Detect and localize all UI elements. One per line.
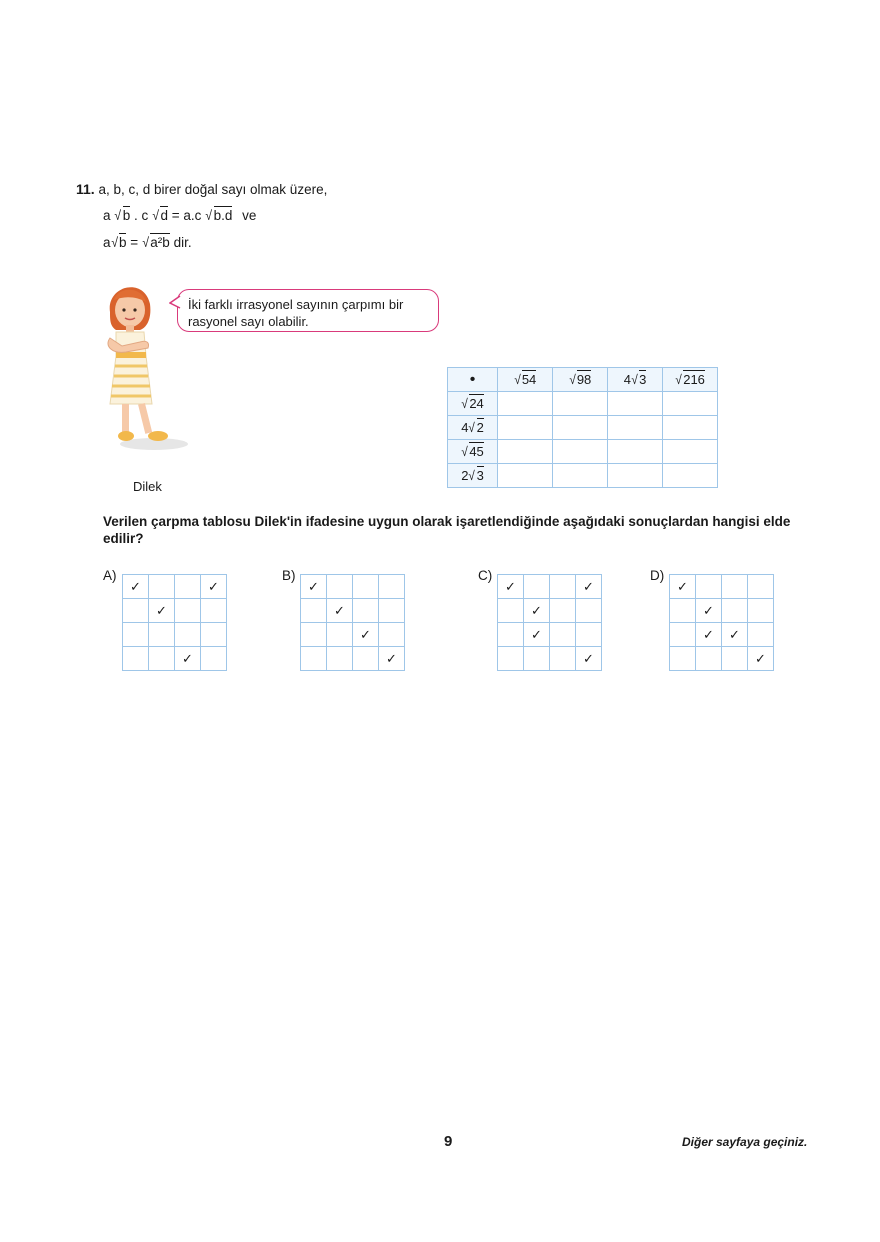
table-cell: [553, 416, 608, 440]
radical-sign: √: [461, 396, 468, 411]
speech-line-2: rasyonel sayı olabilir.: [188, 314, 309, 329]
row-radicand: 2: [476, 420, 484, 435]
table-cell: [553, 464, 608, 488]
empty-cell: [123, 647, 149, 671]
check-cell: [670, 575, 696, 599]
grid-row: [498, 623, 602, 647]
sqrt-d: √d: [152, 208, 168, 223]
empty-cell: [353, 599, 379, 623]
sqrt-bd: √b.d: [205, 208, 233, 223]
empty-cell: [498, 647, 524, 671]
empty-cell: [379, 575, 405, 599]
row-radicand: 3: [476, 468, 484, 483]
table-cell: [498, 392, 553, 416]
prompt-line-1: Verilen çarpma tablosu Dilek'in ifadesine uygun olarak işaretlendiğinde aşağıdaki sonuçlardan hangisi elde: [103, 514, 791, 529]
word-dir: dir.: [173, 235, 192, 250]
radicand-b: b: [122, 208, 131, 223]
grid-row: [498, 599, 602, 623]
empty-cell: [379, 623, 405, 647]
empty-cell: [670, 599, 696, 623]
table-header-row: [448, 368, 718, 392]
empty-cell: [670, 647, 696, 671]
table-corner: •: [448, 368, 498, 392]
check-icon: ✓: [308, 579, 319, 594]
grid-row: [498, 575, 602, 599]
empty-cell: [301, 599, 327, 623]
check-icon: ✓: [130, 579, 141, 594]
grid-row: [670, 599, 774, 623]
bubble-tail: [169, 295, 181, 309]
empty-cell: [201, 623, 227, 647]
empty-cell: [175, 623, 201, 647]
check-cell: [201, 575, 227, 599]
grid-row: [498, 647, 602, 671]
check-icon: ✓: [729, 627, 740, 642]
leg-left: [122, 404, 129, 432]
col-coef: 4: [623, 372, 631, 387]
check-icon: ✓: [703, 603, 714, 618]
grid-row: [670, 575, 774, 599]
check-icon: ✓: [531, 627, 542, 642]
row-header: [448, 392, 498, 416]
option-d-grid[interactable]: [669, 574, 774, 671]
radical-sign: √: [631, 372, 638, 387]
grid-row: [301, 647, 405, 671]
sqrt-a2b: √a²b: [142, 235, 170, 250]
table-cell: [553, 440, 608, 464]
empty-cell: [379, 599, 405, 623]
check-icon: ✓: [531, 603, 542, 618]
grid-row: [670, 623, 774, 647]
empty-cell: [696, 575, 722, 599]
question-intro: a, b, c, d birer doğal sayı olmak üzere,: [98, 182, 328, 197]
check-cell: [748, 647, 774, 671]
empty-cell: [748, 599, 774, 623]
row-coef: 4: [461, 420, 469, 435]
check-icon: ✓: [583, 579, 594, 594]
check-icon: ✓: [677, 579, 688, 594]
word-ve: ve: [242, 208, 257, 223]
leg-right: [138, 403, 152, 434]
table-cell: [663, 464, 718, 488]
check-cell: [576, 575, 602, 599]
prompt-line-2: edilir?: [103, 531, 144, 546]
table-cell: [608, 440, 663, 464]
belt-shape: [116, 352, 146, 358]
empty-cell: [353, 647, 379, 671]
sqrt-b-2: √b: [110, 235, 127, 250]
table-cell: [663, 440, 718, 464]
check-icon: ✓: [156, 603, 167, 618]
question-number: 11.: [76, 181, 95, 197]
check-icon: ✓: [505, 579, 516, 594]
row-header: [448, 416, 498, 440]
row-header: [448, 464, 498, 488]
shoe-right: [148, 431, 168, 441]
empty-cell: [149, 623, 175, 647]
empty-cell: [722, 647, 748, 671]
eye-right: [133, 308, 136, 311]
option-a-label[interactable]: A): [103, 568, 117, 583]
empty-cell: [722, 575, 748, 599]
check-cell: [301, 575, 327, 599]
table-cell: [663, 392, 718, 416]
col-radicand: 98: [576, 372, 592, 387]
empty-cell: [498, 623, 524, 647]
radicand-b-2: b: [118, 235, 127, 250]
check-cell: [498, 575, 524, 599]
check-icon: ✓: [182, 651, 193, 666]
empty-cell: [550, 647, 576, 671]
option-a-grid[interactable]: [122, 574, 227, 671]
empty-cell: [524, 575, 550, 599]
grid-row: [123, 647, 227, 671]
option-d-label[interactable]: D): [650, 568, 665, 583]
check-cell: [327, 599, 353, 623]
radical-sign: √: [461, 444, 468, 459]
empty-cell: [327, 647, 353, 671]
table-row: [448, 440, 718, 464]
neck-shape: [126, 325, 134, 332]
check-icon: ✓: [755, 651, 766, 666]
row-header: [448, 440, 498, 464]
var-a-2: a: [103, 235, 111, 250]
table-cell: [498, 416, 553, 440]
sqrt-b: √b: [114, 208, 131, 223]
option-c-label[interactable]: C): [478, 568, 493, 583]
check-icon: ✓: [703, 627, 714, 642]
grid-row: [301, 623, 405, 647]
check-icon: ✓: [334, 603, 345, 618]
empty-cell: [149, 575, 175, 599]
empty-cell: [201, 647, 227, 671]
eye-left: [122, 308, 125, 311]
row-coef: 2: [461, 468, 469, 483]
empty-cell: [175, 575, 201, 599]
radical-sign: √: [675, 372, 682, 387]
radicand-bd: b.d: [213, 208, 233, 223]
radicand-d: d: [160, 208, 168, 223]
check-cell: [696, 599, 722, 623]
empty-cell: [301, 647, 327, 671]
check-cell: [123, 575, 149, 599]
empty-cell: [696, 647, 722, 671]
multiplication-table: [447, 367, 718, 488]
radical-sign: √: [468, 420, 476, 435]
empty-cell: [123, 623, 149, 647]
empty-cell: [123, 599, 149, 623]
empty-cell: [201, 599, 227, 623]
speech-bubble: [177, 289, 439, 332]
col-header: [553, 368, 608, 392]
empty-cell: [327, 575, 353, 599]
table-cell: [608, 464, 663, 488]
grid-row: [123, 599, 227, 623]
equals-sign: =: [130, 235, 139, 250]
empty-cell: [748, 575, 774, 599]
check-cell: [722, 623, 748, 647]
radical-sign: √: [514, 372, 521, 387]
check-icon: ✓: [360, 627, 371, 642]
col-header: [498, 368, 553, 392]
var-c: c: [141, 208, 149, 223]
grid-row: [301, 599, 405, 623]
check-cell: [576, 647, 602, 671]
check-cell: [696, 623, 722, 647]
speech-text: [177, 289, 439, 332]
shoe-left: [118, 431, 134, 441]
col-radicand: 54: [521, 372, 537, 387]
empty-cell: [550, 575, 576, 599]
col-header: [608, 368, 663, 392]
table-cell: [608, 416, 663, 440]
table-cell: [553, 392, 608, 416]
check-cell: [379, 647, 405, 671]
grid-row: [123, 623, 227, 647]
dot-operator: .: [133, 208, 138, 223]
question-prompt: [103, 513, 823, 547]
check-icon: ✓: [583, 651, 594, 666]
option-b-grid[interactable]: [300, 574, 405, 671]
col-radicand: 216: [683, 372, 705, 387]
empty-cell: [550, 599, 576, 623]
option-c-grid[interactable]: [497, 574, 602, 671]
empty-cell: [670, 623, 696, 647]
empty-cell: [524, 647, 550, 671]
rule-2: [103, 236, 192, 250]
radicand-a2b: a²b: [150, 235, 170, 250]
row-radicand: 24: [469, 396, 484, 411]
col-header: [663, 368, 718, 392]
next-page-note: Diğer sayfaya geçiniz.: [682, 1135, 808, 1149]
empty-cell: [550, 623, 576, 647]
table-cell: [498, 464, 553, 488]
empty-cell: [748, 623, 774, 647]
page-number: 9: [444, 1133, 453, 1150]
question-header: [76, 182, 327, 197]
grid-row: [301, 575, 405, 599]
col-radicand: 3: [639, 372, 647, 387]
empty-cell: [327, 623, 353, 647]
empty-cell: [576, 623, 602, 647]
table-row: [448, 416, 718, 440]
table-row: [448, 464, 718, 488]
empty-cell: [175, 599, 201, 623]
radical-sign: √: [468, 468, 476, 483]
option-b-label[interactable]: B): [282, 568, 296, 583]
empty-cell: [498, 599, 524, 623]
check-cell: [524, 623, 550, 647]
row-radicand: 45: [469, 444, 484, 459]
check-cell: [353, 623, 379, 647]
empty-cell: [149, 647, 175, 671]
check-cell: [524, 599, 550, 623]
table-cell: [608, 392, 663, 416]
table-cell: [498, 440, 553, 464]
check-cell: [149, 599, 175, 623]
rule-1: [103, 209, 256, 223]
check-icon: ✓: [208, 579, 219, 594]
grid-row: [670, 647, 774, 671]
character-name: Dilek: [133, 479, 162, 494]
check-cell: [175, 647, 201, 671]
empty-cell: [353, 575, 379, 599]
speech-line-1: İki farklı irrasyonel sayının çarpımı bir: [188, 297, 404, 312]
eq-ac: = a.c: [171, 208, 202, 223]
radical-sign: √: [569, 372, 576, 387]
table-cell: [663, 416, 718, 440]
grid-row: [123, 575, 227, 599]
check-icon: ✓: [386, 651, 397, 666]
var-a: a: [103, 208, 111, 223]
table-row: [448, 392, 718, 416]
empty-cell: [722, 599, 748, 623]
empty-cell: [301, 623, 327, 647]
empty-cell: [576, 599, 602, 623]
